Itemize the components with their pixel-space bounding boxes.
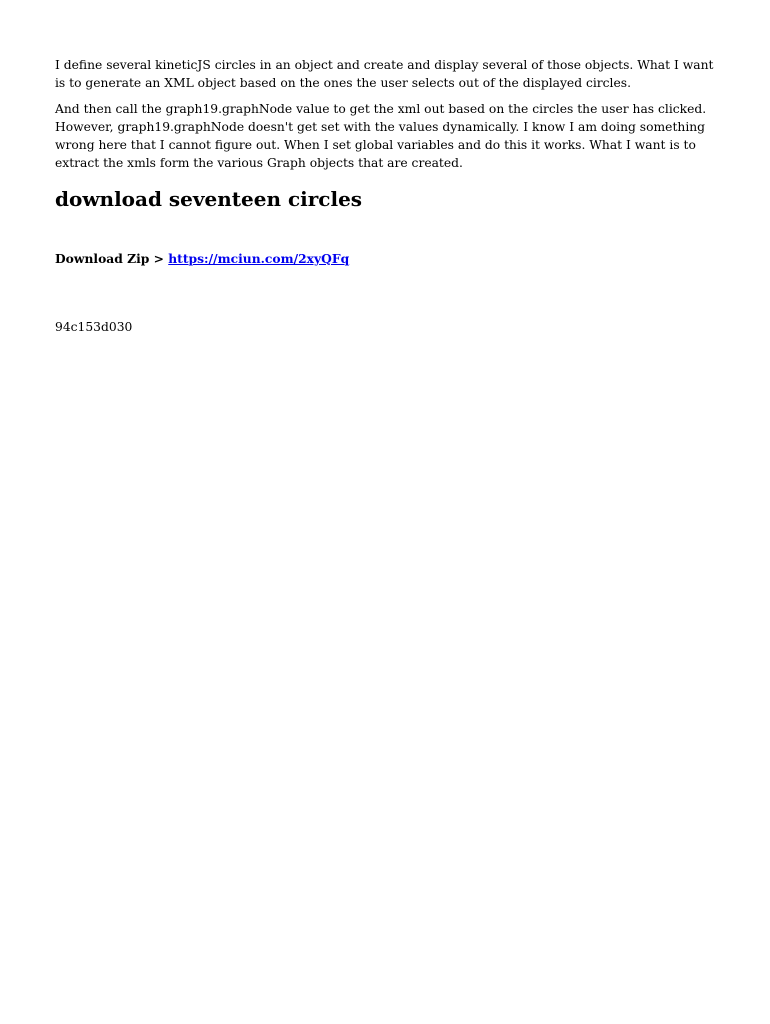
download-line — [55, 250, 715, 268]
paragraph-details: And then call the graph19.graphNode value to get the xml out based on the circles the user has clicked. However, graph19.graphNode doesn't get set with the values dynamically. I know I am doing something wrong here that I cannot figure out. When I set global variables and do this it works. What I want is to extract the xmls form the various Graph objects that are created. — [55, 102, 707, 170]
paragraph-intro: I define several kineticJS circles in an object and create and display several of those objects. What I want is to generate an XML object based on the ones the user selects out of the displayed circles. — [55, 58, 714, 90]
download-label: Download Zip > — [55, 251, 169, 266]
code-text: 94c153d030 — [55, 320, 133, 334]
document-body — [55, 56, 715, 336]
download-link[interactable]: https://mciun.com/2xyQFq — [168, 251, 350, 266]
page-heading: download seventeen circles — [55, 187, 363, 211]
